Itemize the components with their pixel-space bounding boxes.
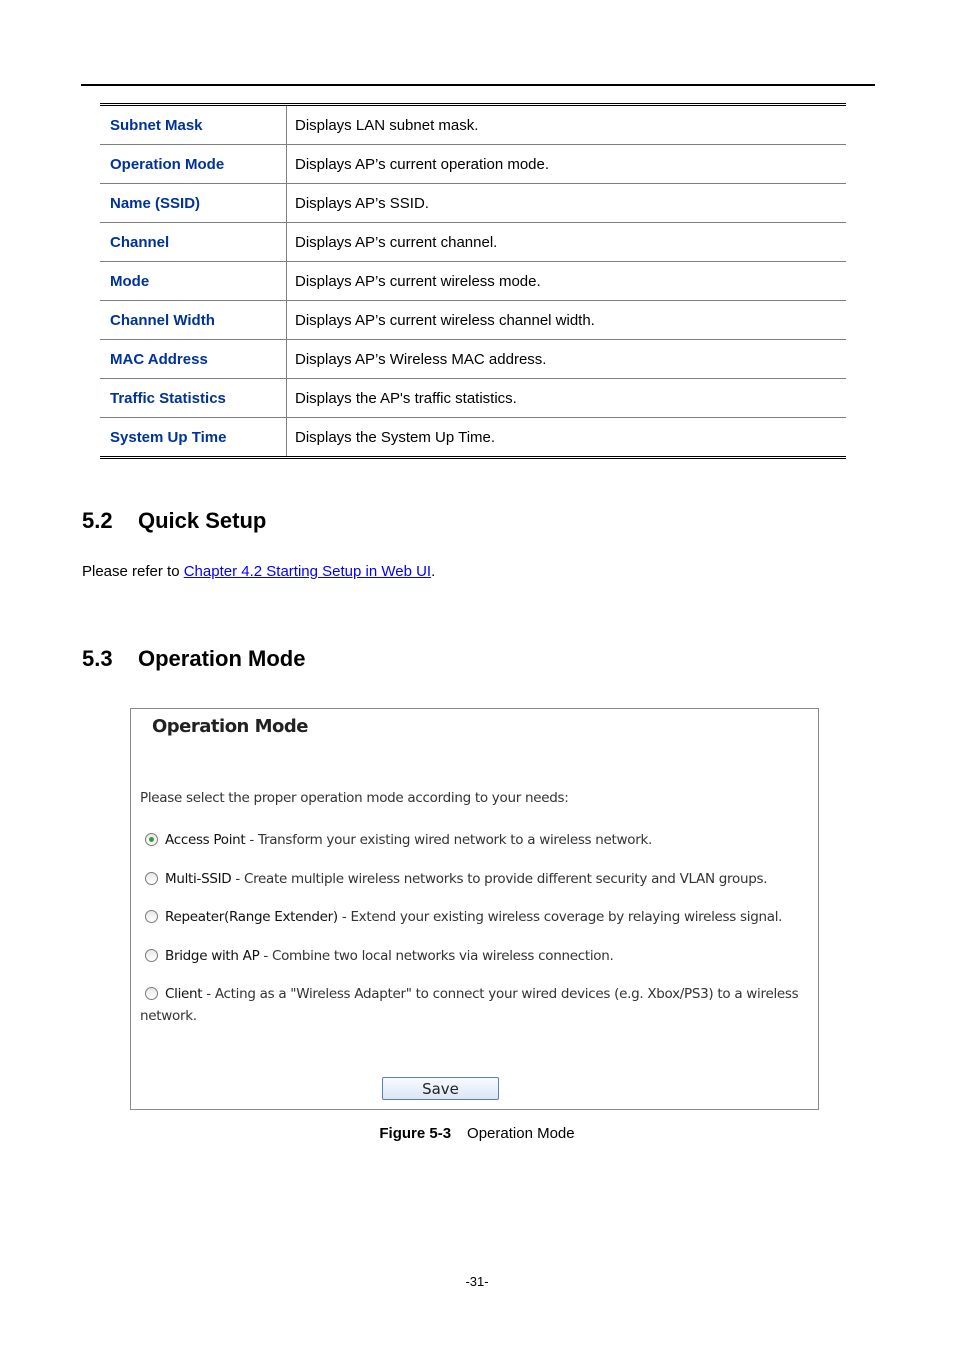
section-title: Operation Mode [138,646,306,671]
param-name: Mode [100,262,287,301]
chapter-link[interactable]: Chapter 4.2 Starting Setup in Web UI [183,563,432,580]
section-heading-operation-mode [82,646,305,672]
option-label: Client [165,986,203,1002]
header-rule [81,84,875,86]
option-desc: - Transform your existing wired network to a wireless network. [245,832,652,848]
figure-caption [0,1125,954,1142]
option-label: Access Point [165,832,246,848]
panel-intro: Please select the proper operation mode according to your needs: [140,790,569,806]
radio-icon[interactable] [145,910,158,923]
radio-icon[interactable] [145,872,158,885]
param-name: Name (SSID) [100,184,287,223]
save-button[interactable]: Save [382,1077,499,1100]
caption-text: Operation Mode [467,1125,575,1142]
option-desc: - Create multiple wireless networks to provide different security and VLAN groups. [231,871,768,887]
table-row [100,184,846,223]
table-row [100,145,846,184]
table-row [100,105,846,145]
param-name: MAC Address [100,340,287,379]
param-desc: Displays AP’s SSID. [287,184,847,223]
radio-icon[interactable] [145,987,158,1000]
section-number: 5.2 [82,508,113,533]
option-label: Bridge with AP [165,948,260,964]
param-name: Operation Mode [100,145,287,184]
option-label: Multi-SSID [165,871,232,887]
table-row [100,340,846,379]
param-desc: Displays AP’s Wireless MAC address. [287,340,847,379]
paragraph-text: Please refer to [82,563,184,580]
option-client[interactable] [140,983,815,1027]
param-desc: Displays AP’s current wireless channel width. [287,301,847,340]
table-row [100,262,846,301]
param-desc: Displays AP’s current wireless mode. [287,262,847,301]
param-name: Subnet Mask [100,105,287,145]
option-access-point[interactable] [140,829,652,851]
table-row [100,379,846,418]
section-title: Quick Setup [138,508,267,533]
panel-title: Operation Mode [152,716,309,737]
table-row [100,301,846,340]
option-desc: - Extend your existing wireless coverage by relaying wireless signal. [337,909,783,925]
param-desc: Displays the AP's traffic statistics. [287,379,847,418]
caption-label: Figure 5-3 [379,1125,452,1142]
param-name: System Up Time [100,418,287,458]
param-desc: Displays the System Up Time. [295,428,496,446]
param-name: Channel Width [100,301,287,340]
option-bridge[interactable] [140,945,614,967]
table-row [100,223,846,262]
param-name: Traffic Statistics [100,379,287,418]
option-desc: - Acting as a "Wireless Adapter" to connect your wired devices (e.g. Xbox/PS3) to a wireless network. [140,986,799,1024]
operation-mode-screenshot [130,708,819,1110]
option-repeater[interactable] [140,906,782,928]
parameter-table [100,103,846,459]
option-label: Repeater(Range Extender) [165,909,338,925]
option-desc: - Combine two local networks via wireless connection. [259,948,614,964]
param-desc: Displays AP’s current operation mode. [287,145,847,184]
param-name: Channel [100,223,287,262]
quick-setup-paragraph [82,563,435,580]
radio-icon[interactable] [145,949,158,962]
option-multi-ssid[interactable] [140,868,767,890]
paragraph-text-end: . [431,563,436,580]
param-desc: Displays LAN subnet mask. [287,105,847,145]
radio-checked-icon[interactable] [145,833,158,846]
table-row [100,418,846,458]
section-number: 5.3 [82,646,113,671]
section-heading-quick-setup [82,508,266,534]
param-desc: Displays AP’s current channel. [287,223,847,262]
page-number: -31- [465,1274,489,1289]
